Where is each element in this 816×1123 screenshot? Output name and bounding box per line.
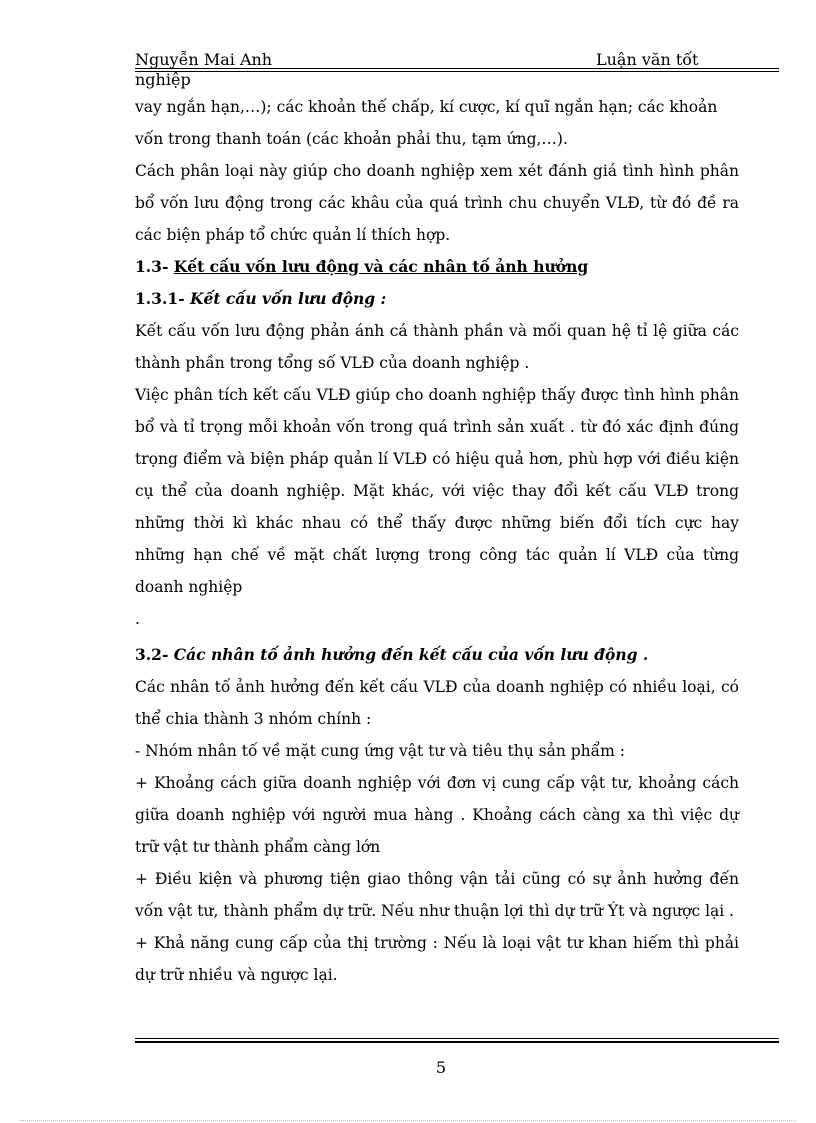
paragraph-factor-market: + Khả năng cung cấp của thị trường : Nếu là loại vật tư khan hiếm thì phải dự trữ nhiều và ngược lại.: [135, 934, 739, 984]
section-number: 1.3.1-: [135, 289, 190, 308]
paragraph-factor-distance: + Khoảng cách giữa doanh nghiệp với đơn vị cung cấp vật tư, khoảng cách giữa doanh nghiệp với người mua hàng . Khoảng cách càng xa thì việc dự trữ vật tư thành phẩm càng lớn: [135, 774, 739, 856]
section-heading-3-2: [135, 639, 739, 671]
document-body: [135, 91, 739, 991]
paragraph-continued-line-1: vay ngắn hạn,…); các khoản thế chấp, kí cược, kí quĩ ngắn hạn; các khoản: [135, 98, 718, 116]
section-title: Các nhân tố ảnh hưởng đến kết cấu của vốn lưu động .: [173, 645, 649, 664]
footer-rule: [135, 1038, 779, 1039]
section-heading-1-3-1: [135, 283, 739, 315]
header-rule-double: [135, 71, 779, 72]
paragraph-factors-intro: Các nhân tố ảnh hưởng đến kết cấu VLĐ của doanh nghiệp có nhiều loại, có thể chia thành 3 nhóm chính :: [135, 678, 739, 728]
header-document-type-wrap: nghiệp: [135, 70, 191, 89]
section-title: Kết cấu vốn lưu động và các nhân tố ảnh hưởng: [173, 257, 589, 276]
footer-rule-double: [135, 1041, 779, 1043]
paragraph-factor-transport: + Điều kiện và phương tiện giao thông vận tải cũng có sự ảnh hưởng đến vốn vật tư, thành phẩm dự trữ. Nếu như thuận lợi thì dự trữ Ýt và ngược lại .: [135, 870, 739, 920]
header-author: Nguyễn Mai Anh: [135, 50, 273, 69]
paragraph-structure-analysis-end: .: [135, 610, 140, 628]
header-rule: [135, 68, 779, 69]
header-document-type: Luận văn tốt: [596, 50, 699, 69]
section-number: 3.2-: [135, 645, 174, 664]
section-title: Kết cấu vốn lưu động :: [189, 289, 387, 308]
page-bottom-border: [20, 1120, 796, 1121]
section-number: 1.3-: [135, 257, 174, 276]
paragraph-continued-line-2: vốn trong thanh toán (các khoản phải thu, tạm ứng,…).: [135, 130, 568, 148]
paragraph-factor-group: - Nhóm nhân tố về mặt cung ứng vật tư và tiêu thụ sản phẩm :: [135, 742, 626, 760]
paragraph-structure-definition: Kết cấu vốn lưu động phản ánh cá thành phần và mối quan hệ tỉ lệ giữa các thành phần trong tổng số VLĐ của doanh nghiệp .: [135, 322, 739, 372]
paragraph-classification: Cách phân loại này giúp cho doanh nghiệp xem xét đánh giá tình hình phân bổ vốn lưu động trong các khâu của quá trình chu chuyển VLĐ, từ đó đề ra các biện pháp tổ chức quản lí thích hợp.: [135, 162, 739, 244]
section-heading-1-3: [135, 251, 739, 283]
paragraph-structure-analysis: Việc phân tích kết cấu VLĐ giúp cho doanh nghiệp thấy được tình hình phân bổ và tỉ trọng mỗi khoản vốn trong quá trình sản xuất . từ đó xác định đúng trọng điểm và biện pháp quản lí VLĐ có hiệu quả hơn, phù hợp với điều kiện cụ thể của doanh nghiệp. Mặt khác, với việc thay đổi kết cấu VLĐ trong những thời kì khác nhau có thể thấy được những biến đổi tích cực hay những hạn chế về mặt chất lượng trong công tác quản lí VLĐ của từng doanh nghiệp: [135, 386, 739, 596]
page-number: 5: [435, 1058, 447, 1077]
